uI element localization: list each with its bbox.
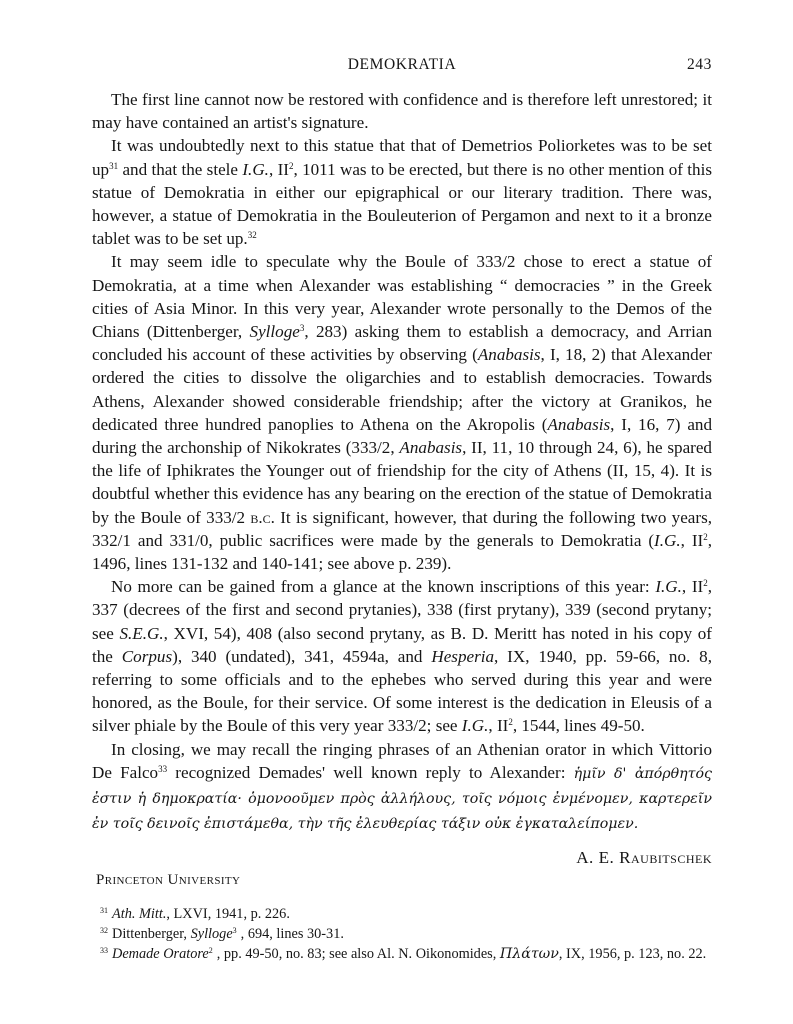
- author-signature: A. E. Raubitschek: [576, 848, 712, 867]
- body-text: [92, 88, 712, 837]
- paragraph-4: No more can be gained from a glance at the known inscriptions of this year: I.G., $II^2$, 337 (decrees of the first and second prytanies), 338 (first prytany), 339 (second prytany; see S.E.G., XVI, 54), 408 (also second prytany, as B. D. Meritt has noted in his copy of the Corpus), 340 (undated), 341, 4594a, and Hesperia, IX, 1940, pp. 59-66, no. 8, referring to some officials and to the ephebes who served during this year and were honored, as the Boule, for their service. Of some interest is the dedication in Eleusis of a silver phiale by the Boule of this very year 333/2; see I.G., $II^2$, 1544, lines 49-50.: [92, 577, 713, 736]
- paragraph-1: The first line cannot now be restored with confidence and is therefore left unrestored; it may have contained an artist's signature.: [92, 90, 712, 133]
- footnote-31: $^{31}$ Ath. Mitt., LXVI, 1941, p. 226.: [100, 906, 290, 922]
- paragraph-3: It may seem idle to speculate why the Boule of 333/2 chose to erect a statue of Demokratia, at a time when Alexander was establishing “ democracies ” in the Greek cities of Asia Minor. In this very year, Alexander wrote personally to the Demos of the Chians (Dittenberger, Sylloge$^3$, 283) asking them to establish a democracy, and Arrian concluded his account of these activities by observing (Anabasis, I, 18, 2) that Alexander ordered the cities to dissolve the oligarchies and to establish democracies. Towards Athens, Alexander showed considerable friendship; after the victory at Granikos, he dedicated three hundred panoplies to Athena on the Akropolis (Anabasis, I, 16, 7) and during the archonship of Nikokrates (333/2, Anabasis, II, 11, 10 through 24, 6), he spared the life of Iphikrates the Younger out of friendship for the city of Athens (II, 15, 4). It is doubtful whether this evidence has any bearing on the erection of the statue of Demokratia by the Boule of 333/2 b.c. It is significant, however, that during the following two years, 332/1 and 331/0, public sacrifices were made by the generals to Demokratia (I.G., $II^2$, 1496, lines 131-132 and 140-141; see above p. 239).: [92, 252, 713, 574]
- running-title: DEMOKRATIA: [347, 56, 457, 73]
- footnote-ref-31[interactable]: 31: [109, 160, 119, 171]
- footnotes: [92, 904, 712, 964]
- paragraph-2: It was undoubtedly next to this statue that that of Demetrios Poliorketes was to be set $up^{31}$ and that the stele I.G., $II^2$, 1011 was to be erected, but there is no other mention of this statue of Demokratia in either our epigraphical or our literary tradition. There was, however, a statue of Demokratia in the Bouleuterion of Pergamon and next to it a bronze tablet was to be set up.$^{32}$: [92, 136, 713, 249]
- footnote-ref-32[interactable]: 32: [247, 230, 257, 241]
- paragraph-5: In closing, we may recall the ringing phrases of an Athenian orator in which Vittorio De Falco$^{33}$ recognized Demades' well known reply to Alexander: ἡμῖν δ' ἀπόρθητός ἐστιν ἡ δημοκρατία· ὁμονοοῦμεν πρὸς ἀλλήλους, τοῖς νόμοις ἐνμένομεν, καρτερεῖν ἐν τοῖς δεινοῖς ἐπιστάμεθα, τὴν τῆς ἐλευθερίας τάξιν οὐκ ἐγκαταλείπομεν.: [92, 739, 712, 833]
- greek-quotation: ἡμῖν δ' ἀπόρθητός ἐστιν ἡ δημοκρατία· ὁμονοοῦμεν πρὸς ἀλλήλους, τοῖς νόμοις ἐνμένομεν, καρτερεῖν ἐν τοῖς δεινοῖς ἐπιστάμεθα, τὴν τῆς ἐλευθερίας τάξιν οὐκ ἐγκαταλείπομεν.: [92, 765, 712, 833]
- footnote-ref-33[interactable]: 33: [158, 763, 168, 774]
- footnote-32: $^{32}$ Dittenberger, Sylloge$^3$ , 694, lines 30-31.: [100, 926, 344, 942]
- footnote-33: $^{33}$ Demade Oratore$^2$ , pp. 49-50, no. 83; see also Al. N. Oikonomides, Πλάτων, IX, 1956, p. 123, no. 22.: [100, 946, 707, 962]
- author-affiliation: Princeton University: [96, 872, 241, 888]
- running-header: [92, 56, 712, 78]
- page-number: 243: [686, 56, 712, 73]
